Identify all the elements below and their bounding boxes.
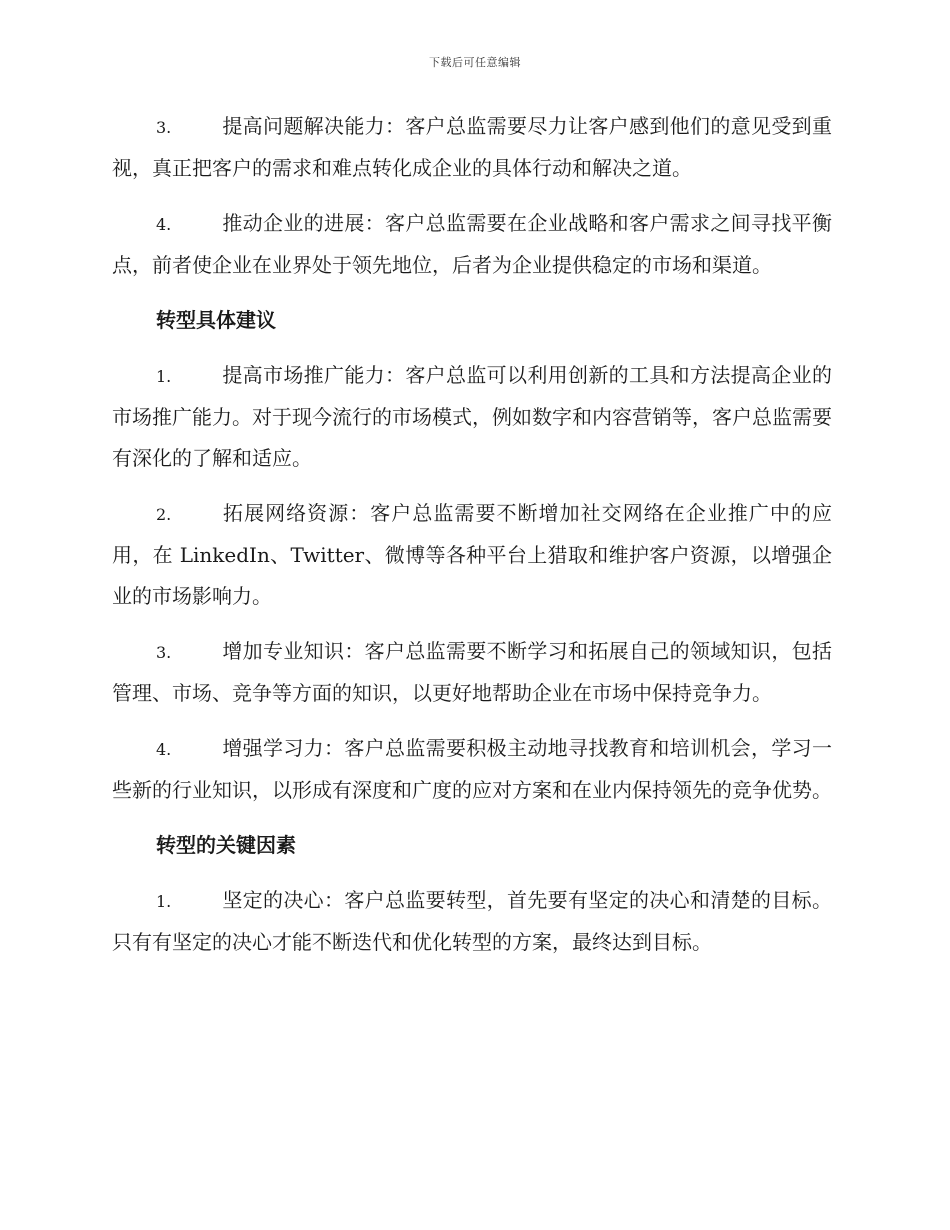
section-heading: 转型具体建议 — [156, 308, 276, 332]
list-item — [112, 728, 832, 811]
item-number: 3. — [156, 118, 172, 137]
list-item — [112, 106, 832, 189]
list-item — [112, 493, 832, 617]
item-text: 推动企业的进展：客户总监需要在企业战略和客户需求之间寻找平衡点，前者使企业在业界处于领先地位，后者为企业提供稳定的市场和渠道。 — [112, 211, 832, 277]
item-number: 4. — [156, 740, 172, 759]
page-header: 下载后可任意编辑 — [429, 56, 521, 69]
list-item — [112, 631, 832, 714]
list-item — [112, 203, 832, 286]
item-number: 4. — [156, 215, 172, 234]
list-item — [112, 880, 832, 963]
item-text: 增加专业知识：客户总监需要不断学习和拓展自己的领域知识，包括管理、市场、竞争等方面的知识，以更好地帮助企业在市场中保持竞争力。 — [112, 639, 832, 705]
item-number: 3. — [156, 643, 172, 662]
item-text: 提高市场推广能力：客户总监可以利用创新的工具和方法提高企业的市场推广能力。对于现今流行的市场模式，例如数字和内容营销等，客户总监需要有深化的了解和适应。 — [112, 363, 832, 470]
item-text: 坚定的决心：客户总监要转型，首先要有坚定的决心和清楚的目标。只有有坚定的决心才能不断迭代和优化转型的方案，最终达到目标。 — [112, 888, 832, 954]
item-text: 拓展网络资源：客户总监需要不断增加社交网络在企业推广中的应用，在 LinkedIn、Twitter、微博等各种平台上猎取和维护客户资源，以增强企业的市场影响力。 — [112, 501, 832, 608]
item-number: 2. — [156, 505, 172, 524]
item-number: 1. — [156, 892, 172, 911]
item-number: 1. — [156, 367, 172, 386]
item-text: 增强学习力：客户总监需要积极主动地寻找教育和培训机会，学习一些新的行业知识，以形成有深度和广度的应对方案和在业内保持领先的竞争优势。 — [112, 736, 832, 802]
section-heading: 转型的关键因素 — [156, 833, 296, 857]
list-item — [112, 355, 832, 479]
item-text: 提高问题解决能力：客户总监需要尽力让客户感到他们的意见受到重视，真正把客户的需求和难点转化成企业的具体行动和解决之道。 — [112, 114, 832, 180]
document-body — [112, 106, 832, 977]
